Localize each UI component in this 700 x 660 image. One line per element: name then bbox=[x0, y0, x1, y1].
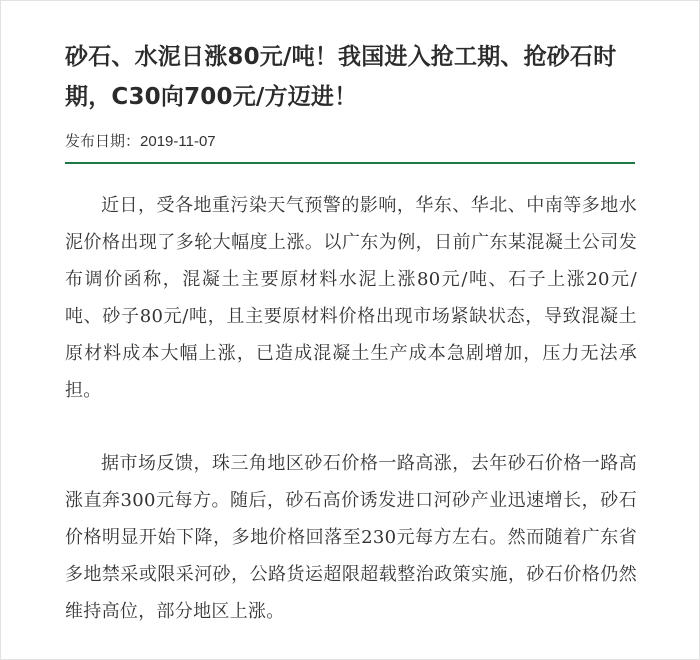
article bbox=[65, 37, 637, 630]
publish-date: 2019-11-07 bbox=[140, 133, 216, 150]
publish-date-label: 发布日期： bbox=[65, 133, 141, 150]
publish-meta bbox=[65, 132, 637, 152]
paragraph: 近日，受各地重污染天气预警的影响，华东、华北、中南等多地水泥价格出现了多轮大幅度上涨。以广东为例，日前广东某混凝土公司发布调价函称，混凝土主要原材料水泥上涨80元/吨、石子上涨20元/吨、砂子80元/吨，且主要原材料价格出现市场紧缺状态，导致混凝土原材料成本大幅上涨，已造成混凝土生产成本急剧增加，压力无法承担。 bbox=[65, 195, 637, 401]
article-title: 砂石、水泥日涨80元/吨！我国进入抢工期、抢砂石时期，C30向700元/方迈进！ bbox=[65, 44, 617, 110]
title-divider bbox=[65, 162, 635, 164]
paragraph: 据市场反馈，珠三角地区砂石价格一路高涨，去年砂石价格一路高涨直奔300元每方。随后，砂石高价诱发进口河砂产业迅速增长，砂石价格明显开始下降，多地价格回落至230元每方左右。然而随着广东省多地禁采或限采河砂，公路货运超限超载整治政策实施，砂石价格仍然维持高位，部分地区上涨。 bbox=[65, 453, 637, 622]
article-body bbox=[65, 187, 637, 630]
